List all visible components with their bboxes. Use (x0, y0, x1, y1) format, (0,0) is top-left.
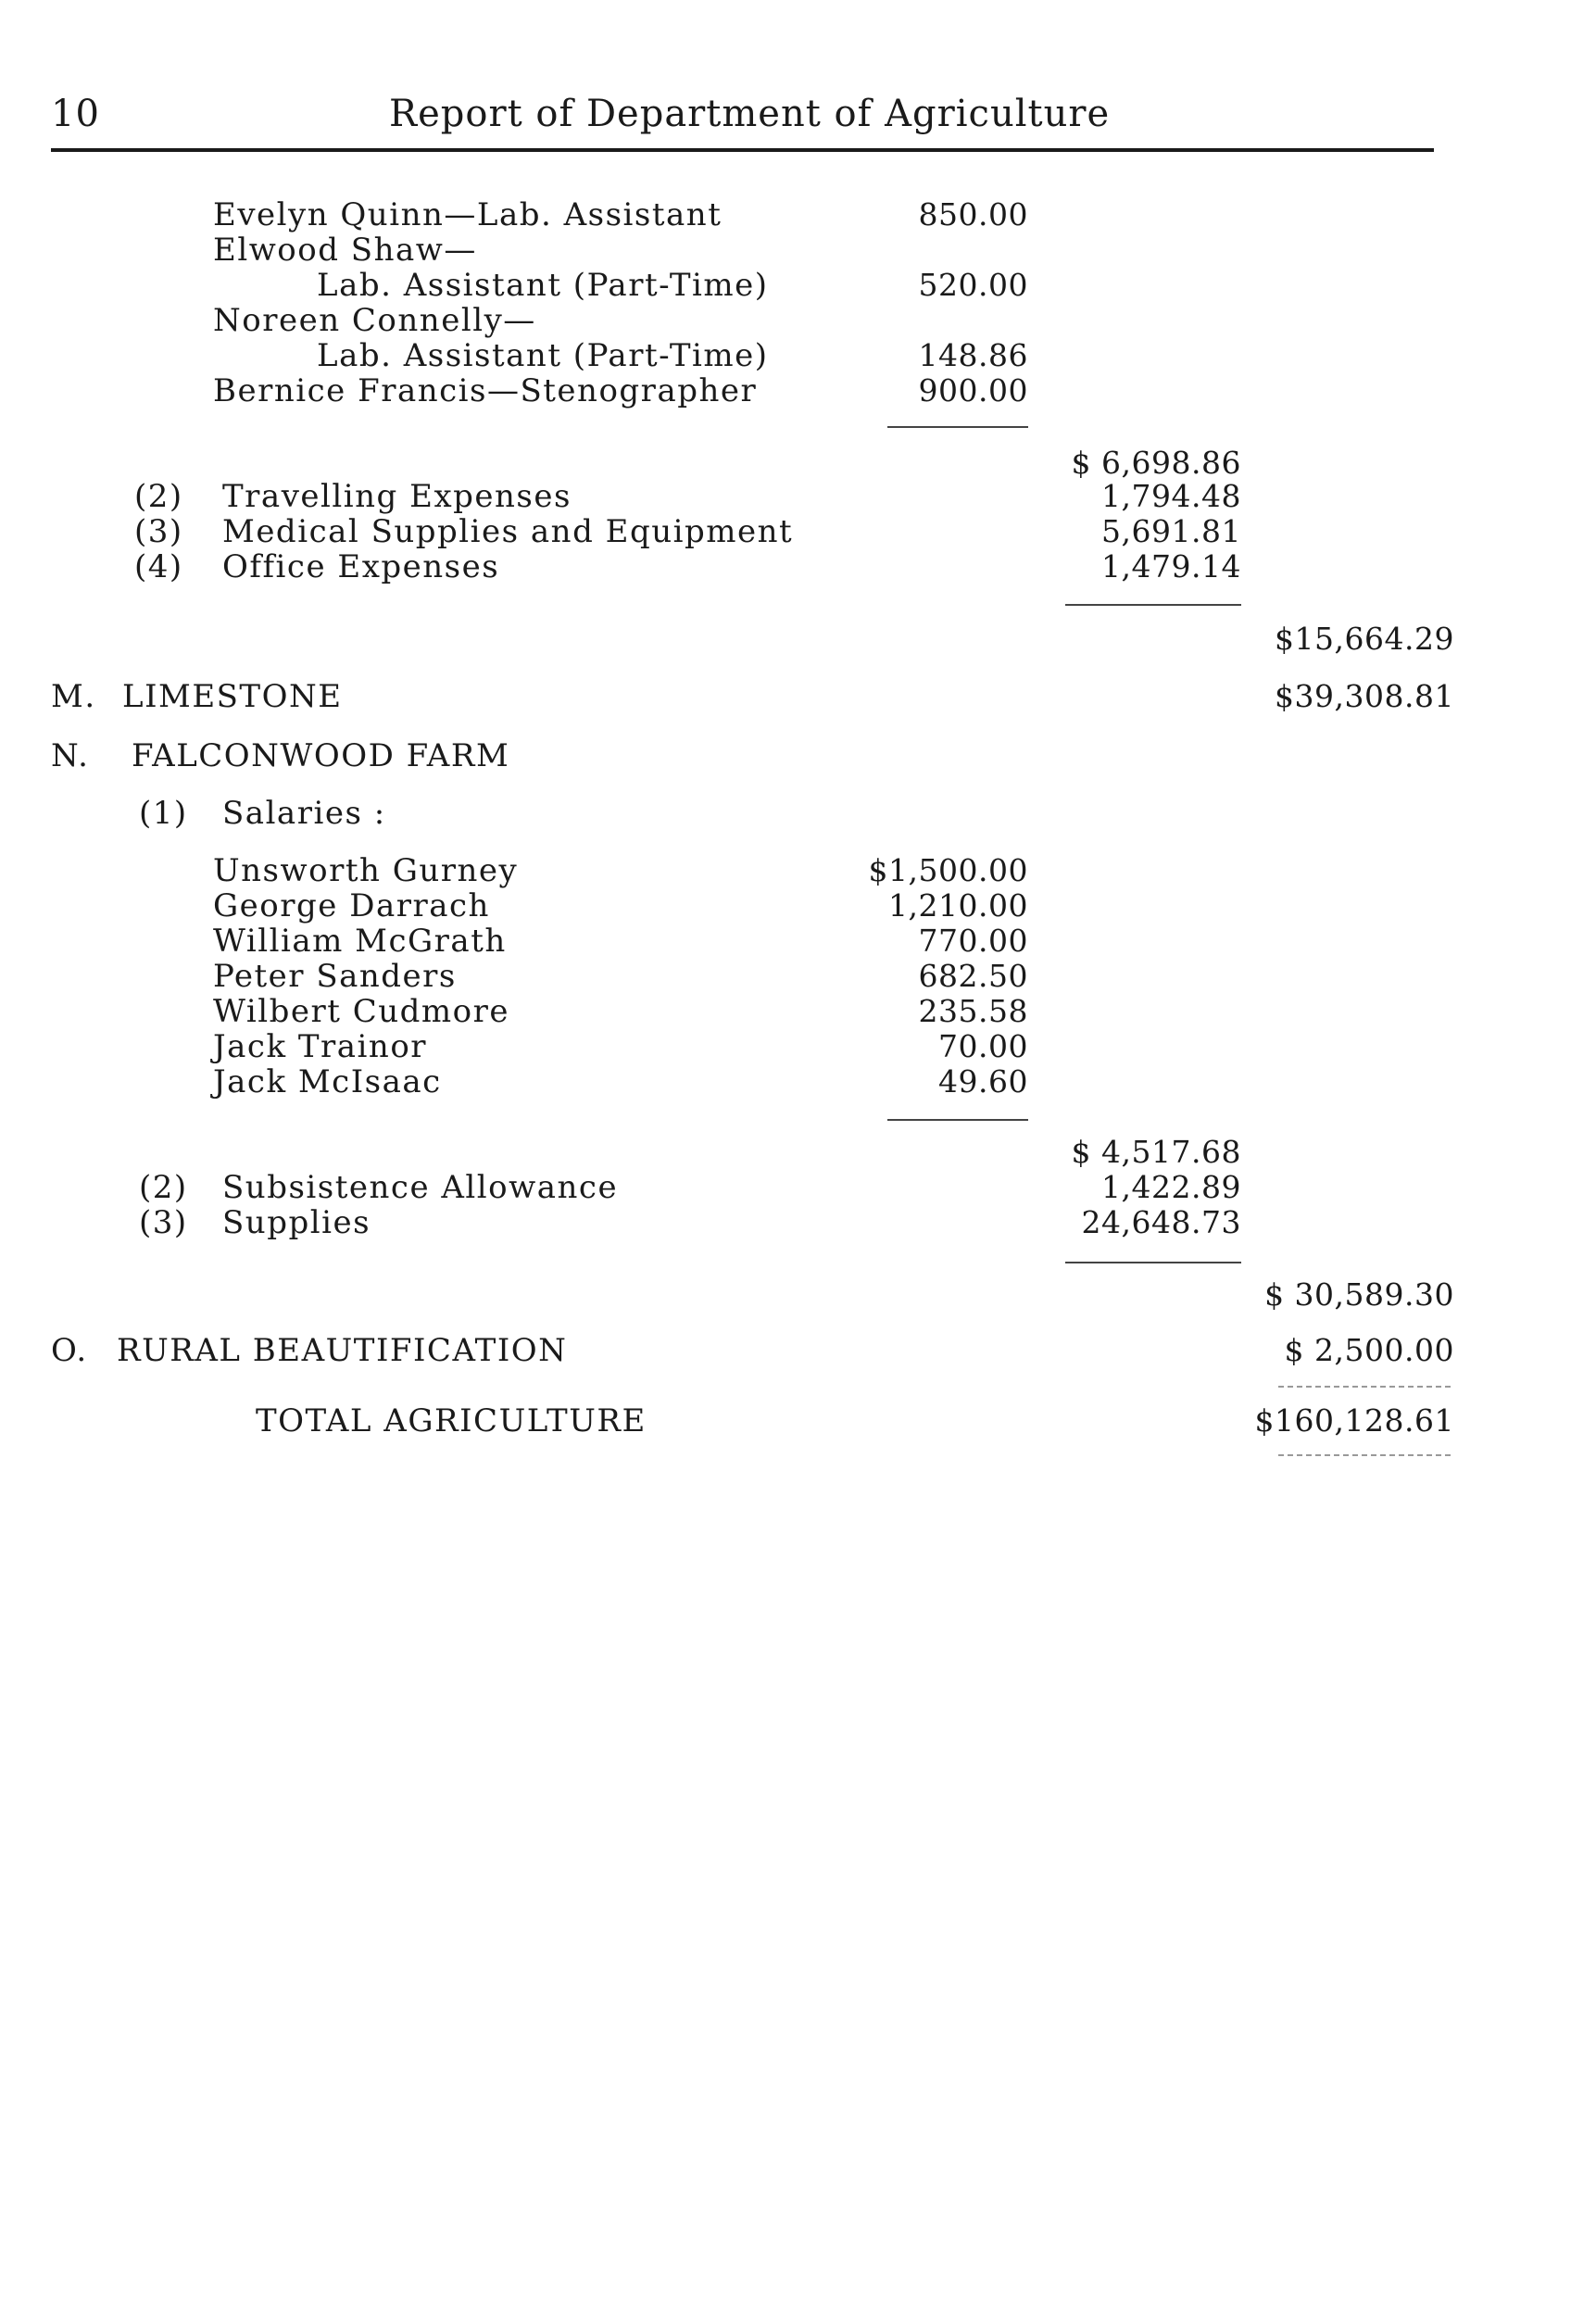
staff-name: Bernice Francis—Stenographer (213, 372, 758, 409)
section-total: $ 30,589.30 (1264, 1276, 1454, 1313)
staff-amount: 850.00 (918, 196, 1028, 233)
item-amount: 1,794.48 (1101, 478, 1241, 514)
item-amount: 5,691.81 (1101, 513, 1241, 549)
item-amount: 1,479.14 (1101, 548, 1241, 584)
staff-amount: $1,500.00 (868, 852, 1028, 888)
subtotal-rule (887, 426, 1028, 428)
page-number: 10 (51, 93, 100, 135)
page-title: Report of Department of Agriculture (389, 93, 1111, 135)
item-label: Office Expenses (222, 548, 500, 585)
item-number: (3) (134, 513, 183, 550)
staff-amount: 235.58 (918, 993, 1028, 1029)
staff-name: Jack Trainor (213, 1028, 428, 1065)
subtotal-rule (1065, 604, 1241, 606)
section-total: $39,308.81 (1275, 678, 1454, 714)
item-label: Medical Supplies and Equipment (222, 513, 794, 550)
section-title: RURAL BEAUTIFICATION (117, 1332, 568, 1369)
section-letter: N. (51, 737, 90, 774)
staff-name: Unsworth Gurney (213, 852, 519, 889)
subtotal-rule (1065, 1262, 1241, 1263)
staff-name: Evelyn Quinn—Lab. Assistant (213, 196, 723, 233)
staff-amount: 148.86 (918, 337, 1028, 373)
staff-amount: 770.00 (918, 923, 1028, 959)
item-number: (1) (139, 795, 188, 832)
staff-name: Jack McIsaac (213, 1063, 442, 1100)
staff-amount: 70.00 (938, 1028, 1028, 1064)
subtotal-rule (887, 1119, 1028, 1121)
section-letter: M. (51, 678, 96, 715)
item-label: Subsistence Allowance (222, 1169, 619, 1206)
item-label: Supplies (222, 1204, 371, 1241)
item-number: (4) (134, 548, 183, 585)
total-rule (1278, 1386, 1451, 1388)
staff-name: Elwood Shaw— (213, 232, 477, 269)
grand-total-amount: $160,128.61 (1254, 1402, 1454, 1439)
section-total: $15,664.29 (1275, 621, 1454, 657)
grand-total-label: TOTAL AGRICULTURE (256, 1402, 647, 1439)
item-amount: 24,648.73 (1081, 1204, 1241, 1240)
section-title: LIMESTONE (122, 678, 343, 715)
staff-name: Wilbert Cudmore (213, 993, 509, 1030)
item-amount: 1,422.89 (1101, 1169, 1241, 1205)
staff-name: Lab. Assistant (Part-Time) (317, 337, 769, 374)
section-total: $ 2,500.00 (1284, 1332, 1454, 1368)
item-number: (2) (134, 478, 183, 515)
staff-name: William McGrath (213, 923, 507, 960)
staff-name: George Darrach (213, 887, 490, 924)
section-letter: O. (51, 1332, 88, 1369)
item-number: (2) (139, 1169, 188, 1206)
header-rule (51, 148, 1434, 152)
item-number: (3) (139, 1204, 188, 1241)
staff-name: Noreen Connelly— (213, 302, 536, 339)
staff-amount: 520.00 (918, 267, 1028, 303)
staff-name: Peter Sanders (213, 958, 457, 995)
salaries-subtotal: $ 4,517.68 (1071, 1134, 1241, 1170)
staff-amount: 1,210.00 (888, 887, 1028, 924)
staff-amount: 49.60 (938, 1063, 1028, 1100)
salaries-subtotal: $ 6,698.86 (1071, 445, 1241, 481)
item-label: Travelling Expenses (222, 478, 572, 515)
salaries-label: Salaries : (222, 795, 386, 832)
staff-amount: 900.00 (918, 372, 1028, 408)
double-rule (1278, 1454, 1451, 1456)
section-title: FALCONWOOD FARM (132, 737, 510, 774)
staff-name: Lab. Assistant (Part-Time) (317, 267, 769, 304)
staff-amount: 682.50 (918, 958, 1028, 994)
